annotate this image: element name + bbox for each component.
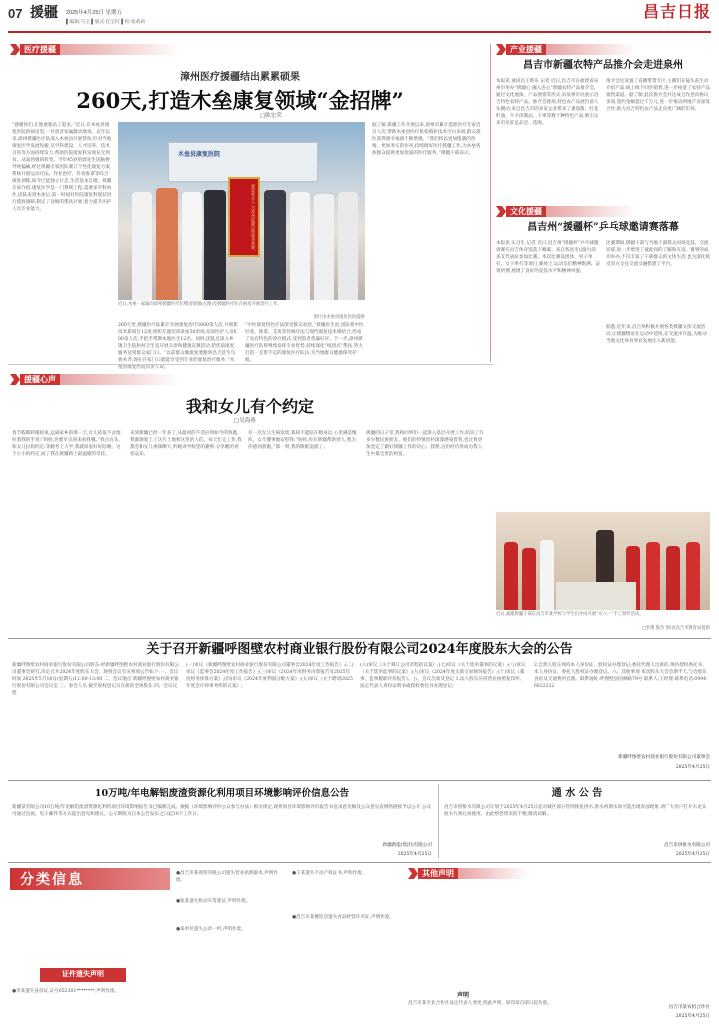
person [338, 192, 358, 300]
industry-text-2: 推介会还设置了直播带货专区,主播们在镜头前生动介绍产品,线上线下同步销售,进一步拓宽了农特产品销售渠道。据了解,此次推介会共达成合作意向协议多项,签约金额超过千万元,进一步推动两地产业深度合作,助力昌吉特色农产品走向更广阔的市场。 [606, 79, 710, 112]
classified-item: ●昌吉市某商贸有限公司遗失营业执照副本,声明作废。 [176, 871, 278, 883]
page-number: 07 [8, 6, 23, 21]
person [132, 192, 152, 300]
person [646, 542, 660, 610]
pennant-text: 谢患者亲人 为漳州援疆送锦旗表感谢 [251, 184, 256, 250]
circular-title: 通 水 公 告 [551, 788, 603, 799]
classified-item: ●昌吉市某餐饮店遗失食品经营许可证,声明作废。 [292, 915, 394, 920]
heart-col-3: 有一次女儿生病发烧,我却不能陪在她身边,心里满是愧疚。女儿懂事地安慰我:“妈妈,你在新疆帮助别人,我为你感到骄傲。”那一刻,我的眼眶湿润了。 [248, 431, 357, 450]
page-header [8, 2, 711, 30]
lead-photo-credit: 图片由木垒县康复医院提供 [313, 315, 365, 320]
section-rule [8, 780, 711, 781]
tag-culture: 文化援疆 [496, 206, 636, 217]
person [666, 546, 680, 610]
classified-item: ●张某遗失机动车驾驶证,声明作废。 [176, 899, 251, 904]
tag-arrow-icon [10, 374, 20, 385]
notice-col-3: (六)审议《关于修订公司章程的议案》;(七)审议《关于选举董事的议案》;(八)审议《关于选举监事的议案》;(九)审议《2024年度关联交易情况报告》;(十)审议《董事、监事履职评价报告》。五、会议出席及登记 1.法人股东应持营业执照复印件、法定代表人身份证明书或授权委托书办理登记; [360, 663, 526, 689]
notice-col-4: 2.自然人股东须持本人身份证、股权证办理登记;委托代理人出席的,须持授权委托书、本人身份证、委托人股权证办理登记。六、其他事项 本次股东大会会期半天,与会股东食宿及交通费用自理。联系地址:呼图壁县园林路79号 联系人:王经理 联系电话:0994-6822222 [534, 663, 708, 689]
eia-sign: 新疆新能(集团)有限公司 [382, 843, 432, 848]
section-rule [8, 862, 711, 863]
eia-title: 10万吨/年电解铝废渣资源化利用项目环境影响评价信息公告 [94, 788, 350, 799]
lead-kicker: 漳州医疗援疆结出累累硕果 [180, 72, 300, 83]
section-name: 援疆 [30, 4, 58, 20]
classified-title: 分类信息 [20, 871, 84, 887]
notice-sign: 新疆呼图壁农村商业银行股份有限公司董事会 [618, 755, 710, 760]
tag-medical: 医疗援疆 [10, 44, 180, 55]
eia-text: 新疆某有限公司10万吨/年电解铝废渣资源化利用项目环境影响报告书已编制完成。根据《环境影响评价公众参与办法》相关规定,现将项目环境影响评价报告书征求意见稿及公众意见表网络链接予以公开,公众可通过信函、电子邮件等方式提出意见和建议。公示期限为自本公告发布之日起10个工作日。 [12, 805, 432, 817]
industry-text-1: 本报讯 通讯员王艳乐 记者 近日,昌吉市在福建省泉州市举办“援疆心 融入连心”新疆农特产品推介会,通过文化展演、产品展销等形式,向泉州市民展示昌吉特色农特产品。推介会现场,特色农产品展台前人头攒动,来自昌吉市的多家企业带来了番茄酱、红花籽油、牛羊肉制品、干果等数十种特色产品,吸引众多市民驻足品尝、选购。 [496, 79, 599, 126]
header-editors: ▌编辑:马宝 ▌版式:任宝旺 ▌校:张莉莉 [66, 20, 146, 25]
classified-item: ●某单位遗失公章一枚,声明作废。 [176, 927, 246, 932]
circular-text: 昌吉市供排水有限公司计划于2025年4月25日起对城区部分管网恢复供水,供水初期水质可能出现浑浊现象,请广大用户打开水龙头放水片刻后再使用。由此给您带来的不便,敬请谅解。 [444, 805, 707, 817]
culture-text-1: 本报讯 实习生 记者 近日,昌吉州“援疆杯”乒乓球邀请赛在昌吉体育馆落下帷幕。来自各县市(园区)的多支代表队参加比赛。本次比赛设团体、男子单打、女子单打等项目,赛场上,运动员们精神饱满、奋勇拼搏,展现了良好的竞技水平和精神风貌。 [496, 241, 600, 274]
section-rule [8, 638, 711, 639]
eia-date: 2025年4月25日 [397, 852, 432, 857]
person [504, 542, 518, 610]
heart-col-4: 援疆的日子里,我和同事们一起深入基层开展工作,结识了许多少数民族朋友。他们的热情淳朴深深感染着我,也让我更加坚定了做好援疆工作的决心。我想,这份经历将成为我人生中最宝贵的财富。 [366, 431, 484, 457]
lead-col-4: 据了解,援疆工作开展以来,漳州市累计选派医疗专家近百人次,帮助木垒县医疗机构填补技术空白多项,群众就医获得感幸福感不断增强。“我们将以更加饱满的热情、更加务实的作风,持续做好医疗援疆工作,为木垒各族群众提供更加优质的医疗服务。”援疆干部表示。 [372, 123, 481, 156]
person [522, 548, 536, 610]
person [540, 540, 554, 610]
classified-date: 2025年4月25日 [675, 1014, 710, 1019]
heart-title: 我和女儿有个约定 [185, 397, 314, 416]
culture-title: 昌吉州“援疆杯”乒乓球邀请赛落幕 [527, 222, 679, 233]
culture-photo-credit: □李翔 殷杰 图/由昌吉市教育局提供 [641, 626, 710, 631]
tag-other: 其他声明 [408, 868, 528, 879]
hospital-sign: 木垒县康复医院 [178, 152, 221, 158]
header-rule [8, 31, 711, 33]
lead-col-2: 260天里,援疆医疗队累计开展康复治疗5000余人次,开展新技术新项目12项,组织专题培训讲座30余场,培训医护人员600余人次,手把手带教本地医生12名。同时,团队还深入乡镇卫生院和村卫生室开展义诊和健康宣教活动,把优质康复服务送到群众家门口。“以前群众做康复要跑到昌吉甚至乌鲁木齐,现在在家门口就能享受到专业的康复治疗服务。”木垒县康复医院负责人说。 [118, 323, 238, 370]
person [314, 194, 334, 300]
masthead-logo: 昌吉日报 [642, 2, 711, 21]
tag-arrow-icon [496, 206, 506, 217]
lead-col-3: “中医康复特色疗法深受群众欢迎。”援疆医生说,团队将中医针灸、推拿、艾灸等传统疗法与现代康复技术相结合,形成了具有特色的诊疗模式,受到患者普遍好评。下一步,漳州援疆医疗队将继续发挥专业优势,持续深化“组团式”帮扶,努力打造一支带不走的康复医疗队伍,为当地群众健康保驾护航。 [245, 323, 364, 363]
culture-text-2: 比赛期间,援疆干部与当地干部群众同场竞技、交流切磋,进一步增进了彼此间的了解和友谊。赛事的成功举办,不仅丰富了干部群众的文体生活,也为深化援受双方交往交流交融搭建了平台。 [606, 241, 710, 267]
person [264, 190, 286, 300]
industry-title: 昌吉市新疆农特产品推介会走进泉州 [523, 60, 683, 71]
person [290, 192, 310, 300]
tag-arrow-icon [408, 868, 418, 879]
lead-byline: □陈宏荣 [260, 113, 282, 119]
tag-arrow-icon [496, 44, 506, 55]
classified-item: ●王某遗失不动产权证书,声明作废。 [292, 871, 367, 876]
person [686, 542, 700, 610]
tag-heart: 援疆心声 [10, 374, 180, 385]
lead-title: 260天,打造木垒康复领域“金招牌” [76, 88, 404, 113]
lead-photo-caption: 近日,木垒一家属向漳州援疆医疗队赠送锦旗(左图)及援疆医疗队在病房开展诊疗工作。 [118, 302, 282, 307]
circular-sign: 昌吉市供排水有限公司 [664, 843, 710, 848]
heart-col-2: 来到新疆已经一年多了,从最初的不适应到如今的熟悉,我渐渐爱上了这片土地和这里的人们。每天忙完工作,我都会和女儿视频聊天,听她讲学校里的趣事,分享她的喜怒哀乐。 [130, 431, 242, 457]
circular-date: 2025年4月25日 [675, 852, 710, 857]
person [204, 190, 226, 300]
notice-title: 关于召开新疆呼图壁农村商业银行股份有限公司2024年度股东大会的公告 [146, 642, 573, 657]
notice-col-1: 新疆呼图壁农村商业银行股份有限公司股东:经新疆呼图壁农村商业银行股份有限公司董事会研究,决定召开2024年度股东大会。现将会议有关事项公告如下:一、会议时间 2025年5月16日(星期五)11:00-13:00 二、会议地点 新疆呼图壁农村商业银行股份有限公司会议室 三、参会人员 截至股权登记日在册的全体股东 四、会议议程 [12, 663, 179, 696]
statement-text: 昌吉市某专业合作社法定代表人变更,特此声明。原印章自即日起作废。 [408, 1001, 552, 1006]
tag-arrow-icon [10, 44, 20, 55]
culture-photo-caption: 近日,福建援疆干部在昌吉市某学校与学生们共同开展“庆六一”手工制作活动。 [496, 612, 644, 617]
culture-photo [496, 512, 710, 610]
notice-date: 2025年4月25日 [675, 765, 710, 770]
section-rule [8, 364, 494, 365]
lead-col-1: “感谢你们,让他重新站了起来。”近日,在木垒县康复医院的病房里,一位患者家属激动地说。去年以来,漳州援疆医疗队深入木垒县开展帮扶,针对当地康复医学发展短板,从学科建设、人才培养、技术引进等方面持续发力,帮助医院康复科实现从无到有、从弱到强的转变。今年45岁的郭先生因脑梗导致偏瘫,经过援疆专家团队制订个性化康复方案,系统开展运动疗法、作业治疗、针灸推拿等综合康复训练,如今已能独立行走,生活基本自理。援疆专家介绍,康复医学是一门系统工程,需要多学科协作,团队来到木垒后,第一时间对医院康复科现状进行摸底调研,制定了详细的帮扶计划,着力提升医护人员专业能力。 [12, 123, 112, 212]
classified-item: ●李某遗失身份证,证号652301********,声明作废。 [12, 989, 120, 994]
person [156, 188, 178, 300]
heart-col-1: 春节假期转眼结束,远离家乡的那一天,女儿依依不舍地拉着我的手说:“妈妈,你要早点回来看我哦。”我点点头,和女儿拉钩约定:等她考上大学,我就回家好好陪她。这个小小的约定,成了我在援疆路上最温暖的牵挂。 [12, 431, 121, 457]
person [182, 192, 202, 300]
heart-byline: □吴海燕 [234, 418, 256, 424]
culture-text-3: 据悉,近年来,昌吉州积极开展各类援疆文体交流活动,让援疆情谊在运动中延续,在交流中升温,为推动当地文化体育事业发展注入新动能。 [606, 325, 707, 344]
header-date: 2025年4月25日 星期五 [66, 10, 122, 16]
table [556, 582, 636, 610]
lead-photo [118, 122, 365, 300]
classified-sign: 昌吉市某农机合作社 [668, 1005, 710, 1010]
tag-industry: 产业援疆 [496, 44, 636, 55]
classified-sub: 证件遗失声明 [40, 968, 126, 982]
notice-col-2: (一)审议《新疆呼图壁农村商业银行股份有限公司董事会2024年度工作报告》;(二)审议《监事会2024年度工作报告》;(三)审议《2024年度财务决算报告及2025年度财务预算方案》;(四)审议《2024年度利润分配方案》;(五)审议《关于聘请2025年度会计师事务所的议案》; [186, 663, 354, 689]
statement-title: 声明 [456, 992, 469, 999]
